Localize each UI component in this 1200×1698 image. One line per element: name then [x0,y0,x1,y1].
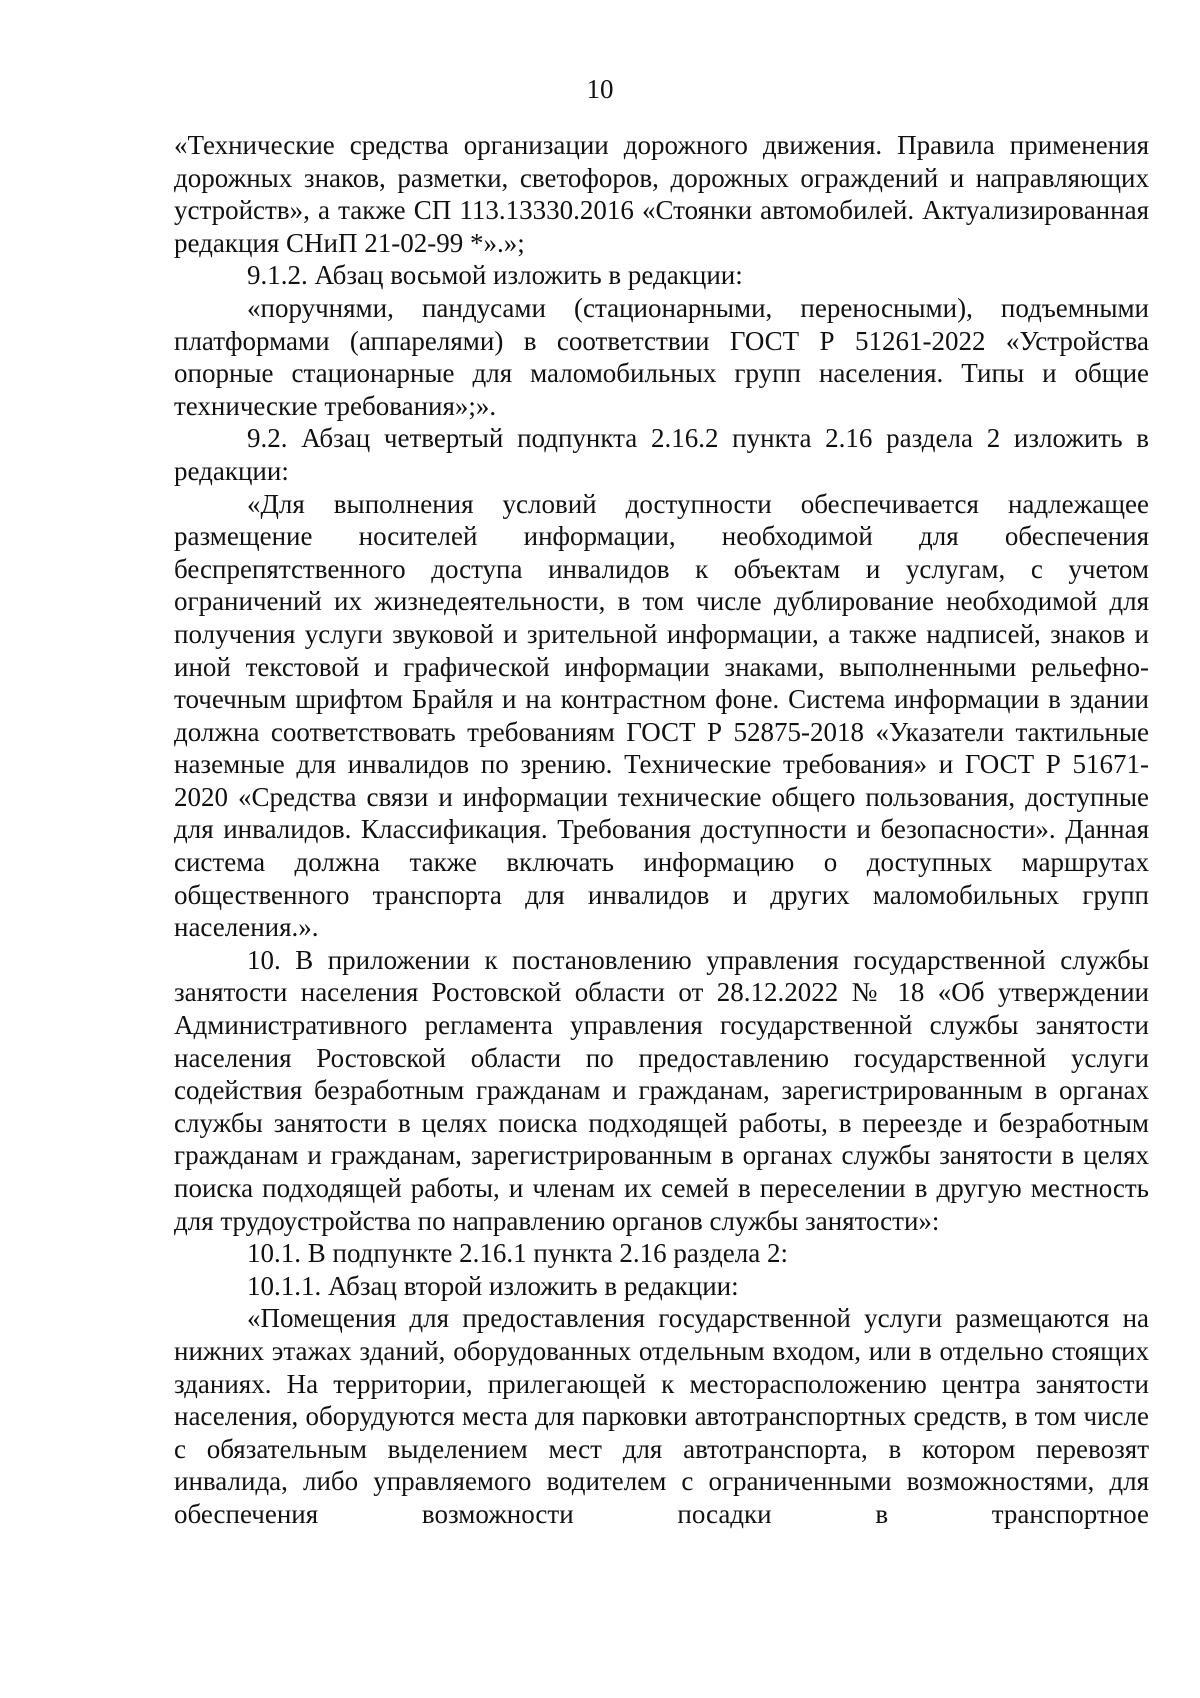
paragraph-5: «Для выполнения условий доступности обеспечивается надлежащее размещение носителей информации, необходимой для обеспечения беспрепятственного доступа инвалидов к объектам и услугам, с учетом ограничений их жизнедеятельности, в том числе дублирование необходимой для получения услуги звуковой и зрительной информации, а также надписей, знаков и иной текстовой и графической информации знаками, выполненными рельефно-точечным шрифтом Брайля и на контрастном фоне. Система информации в здании должна соответствовать требованиям ГОСТ Р 52875-2018 «Указатели тактильные наземные для инвалидов по зрению. Технические требования» и ГОСТ Р 51671-2020 «Средства связи и информации технические общего пользования, доступные для инвалидов. Классификация. Требования доступности и безопасности». Данная система должна также включать информацию о доступных маршрутах общественного транспорта для инвалидов и других маломобильных групп населения.». [174,488,1149,943]
paragraph-6: 10. В приложении к постановлению управления государственной службы занятости населения Ростовской области от 28.12.2022 № 18 «Об утверждении Административного регламента управления государственной службы занятости населения Ростовской области по предоставлению государственной услуги содействия безработным гражданам и гражданам, зарегистрированным в органах службы занятости в целях поиска подходящей работы, в переезде и безработным гражданам и гражданам, зарегистрированным в органах службы занятости в целях поиска подходящей работы, и членам их семей в переселении в другую местность для трудоустройства по направлению органов службы занятости»: [174,944,1149,1236]
paragraph-2: 9.1.2. Абзац восьмой изложить в редакции: [247,260,743,291]
paragraph-1: «Технические средства организации дорожного движения. Правила применения дорожных знаков, разметки, светофоров, дорожных ограждений и направляющих устройств», а также СП 113.13330.2016 «Стоянки автомобилей. Актуализированная редакция СНиП 21-02-99 *».»; [174,130,1149,258]
paragraph-9: «Помещения для предоставления государственной услуги размещаются на нижних этажах зданий, оборудованных отдельным входом, или в отдельно стоящих зданиях. На территории, прилегающей к месторасположению центра занятости населения, оборудуются места для парковки автотранспортных средств, в том числе с обязательным выделением мест для автотранспорта, в котором перевозят инвалида, либо управляемого водителем с ограниченными возможностями, для обеспечения возможности посадки в транспортное [174,1303,1149,1529]
page-number: 10 [586,74,614,104]
paragraph-7: 10.1. В подпункте 2.16.1 пункта 2.16 раздела 2: [247,1238,788,1269]
paragraph-8: 10.1.1. Абзац второй изложить в редакции: [247,1270,739,1301]
document-body [174,129,1149,1531]
paragraph-3: «поручнями, пандусами (стационарными, переносными), подъемными платформами (аппарелями) в соответствии ГОСТ Р 51261-2022 «Устройства опорные стационарные для маломобильных групп населения. Типы и общие технические требования»;». [174,292,1149,421]
paragraph-4: 9.2. Абзац четвертый подпункта 2.16.2 пункта 2.16 раздела 2 изложить в редакции: [174,423,1149,486]
